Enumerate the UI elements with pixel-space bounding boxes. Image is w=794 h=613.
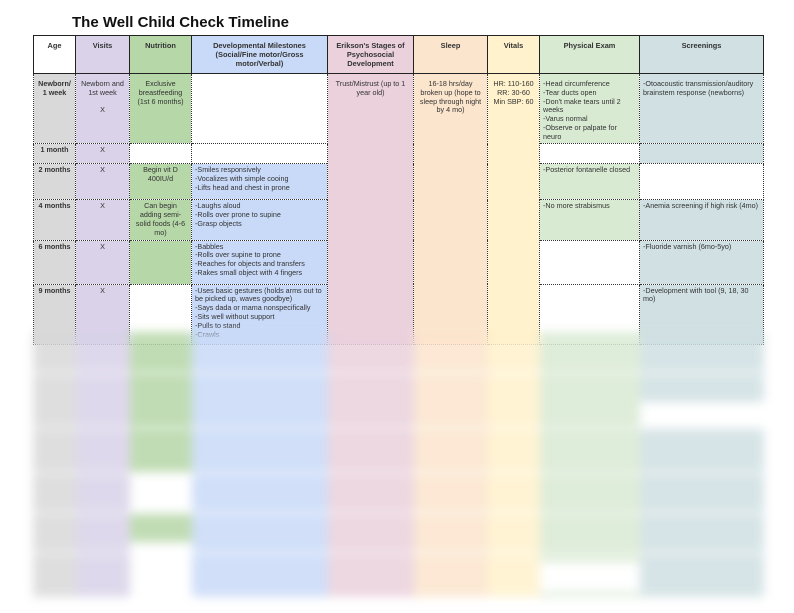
age-cell: 2 months bbox=[34, 164, 76, 200]
page-title: The Well Child Check Timeline bbox=[72, 14, 289, 31]
erikson-cell: Trust/Mistrust (up to 1 year old) bbox=[328, 74, 414, 345]
nutrition-cell: Exclusive breastfeeding (1st 6 months) bbox=[130, 74, 192, 144]
screenings-cell bbox=[640, 164, 764, 200]
header-age: Age bbox=[34, 36, 76, 74]
exam-cell: -Posterior fontanelle closed bbox=[540, 164, 640, 200]
blurred-white-cell bbox=[130, 472, 192, 512]
nutrition-cell bbox=[130, 240, 192, 284]
screenings-cell: -Otoacoustic transmission/auditory brainstem response (newborns) bbox=[640, 74, 764, 144]
header-sleep: Sleep bbox=[414, 36, 488, 74]
header-vitals: Vitals bbox=[488, 36, 540, 74]
age-cell: Newborn/ 1 week bbox=[34, 74, 76, 144]
blurred-white-cell bbox=[640, 402, 764, 428]
header-nutrition: Nutrition bbox=[130, 36, 192, 74]
blurred-row-divider bbox=[33, 427, 773, 429]
blurred-table-region bbox=[33, 332, 773, 608]
exam-cell: -Head circumference -Tear ducts open -Don't make tears until 2 weeks -Varus normal -Observe or palpate for neuro bbox=[540, 74, 640, 144]
blurred-row-divider bbox=[33, 472, 773, 474]
milestones-cell: -Laughs aloud -Rolls over prone to supine -Grasp objects bbox=[192, 200, 328, 240]
timeline-table bbox=[33, 35, 764, 345]
blurred-row-divider bbox=[33, 372, 773, 374]
sleep-cell: 16-18 hrs/day broken up (hope to sleep through night by 4 mo) bbox=[414, 74, 488, 345]
blurred-row-divider bbox=[33, 552, 773, 554]
milestones-cell: -Babbles -Rolls over supine to prone -Reaches for objects and transfers -Rakes small object with 4 fingers bbox=[192, 240, 328, 284]
milestones-cell bbox=[192, 74, 328, 144]
nutrition-cell: Begin vit D 400IU/d bbox=[130, 164, 192, 200]
visits-cell: X bbox=[76, 144, 130, 164]
screenings-cell: -Development with tool (9, 18, 30 mo) bbox=[640, 284, 764, 344]
nutrition-cell bbox=[130, 144, 192, 164]
exam-cell bbox=[540, 144, 640, 164]
blurred-white-cell bbox=[540, 562, 640, 592]
header-milestones: Developmental Milestones (Social/Fine motor/Gross motor/Verbal) bbox=[192, 36, 328, 74]
exam-cell: -No more strabismus bbox=[540, 200, 640, 240]
header-visits: Visits bbox=[76, 36, 130, 74]
age-cell: 1 month bbox=[34, 144, 76, 164]
milestones-cell bbox=[192, 144, 328, 164]
blurred-row-divider bbox=[33, 512, 773, 514]
header-screenings: Screenings bbox=[640, 36, 764, 74]
milestones-cell: -Uses basic gestures (holds arms out to be picked up, waves goodbye) -Says dada or mama nonspecifically -Sits well without support -Pulls to stand bbox=[192, 284, 328, 344]
visits-cell: X bbox=[76, 164, 130, 200]
blurred-white-cell bbox=[130, 542, 192, 597]
age-cell: 9 months bbox=[34, 284, 76, 344]
table-row bbox=[34, 74, 764, 144]
visits-cell: X bbox=[76, 240, 130, 284]
header-physical-exam: Physical Exam bbox=[540, 36, 640, 74]
screenings-cell bbox=[640, 144, 764, 164]
age-cell: 6 months bbox=[34, 240, 76, 284]
header-erikson: Erikson's Stages of Psychosocial Development bbox=[328, 36, 414, 74]
vitals-cell: HR: 110-160 RR: 30-60 Min SBP: 60 bbox=[488, 74, 540, 345]
visits-cell: X bbox=[76, 200, 130, 240]
milestones-cell: -Smiles responsively -Vocalizes with simple cooing -Lifts head and chest in prone bbox=[192, 164, 328, 200]
header-row bbox=[34, 36, 764, 74]
exam-cell bbox=[540, 240, 640, 284]
nutrition-cell: Can begin adding semi-solid foods (4-6 mo) bbox=[130, 200, 192, 240]
age-cell: 4 months bbox=[34, 200, 76, 240]
screenings-cell: -Anemia screening if high risk (4mo) bbox=[640, 200, 764, 240]
screenings-cell: -Fluoride varnish (6mo-5yo) bbox=[640, 240, 764, 284]
visits-cell: Newborn and 1st week X bbox=[76, 74, 130, 144]
visits-cell: X bbox=[76, 284, 130, 344]
